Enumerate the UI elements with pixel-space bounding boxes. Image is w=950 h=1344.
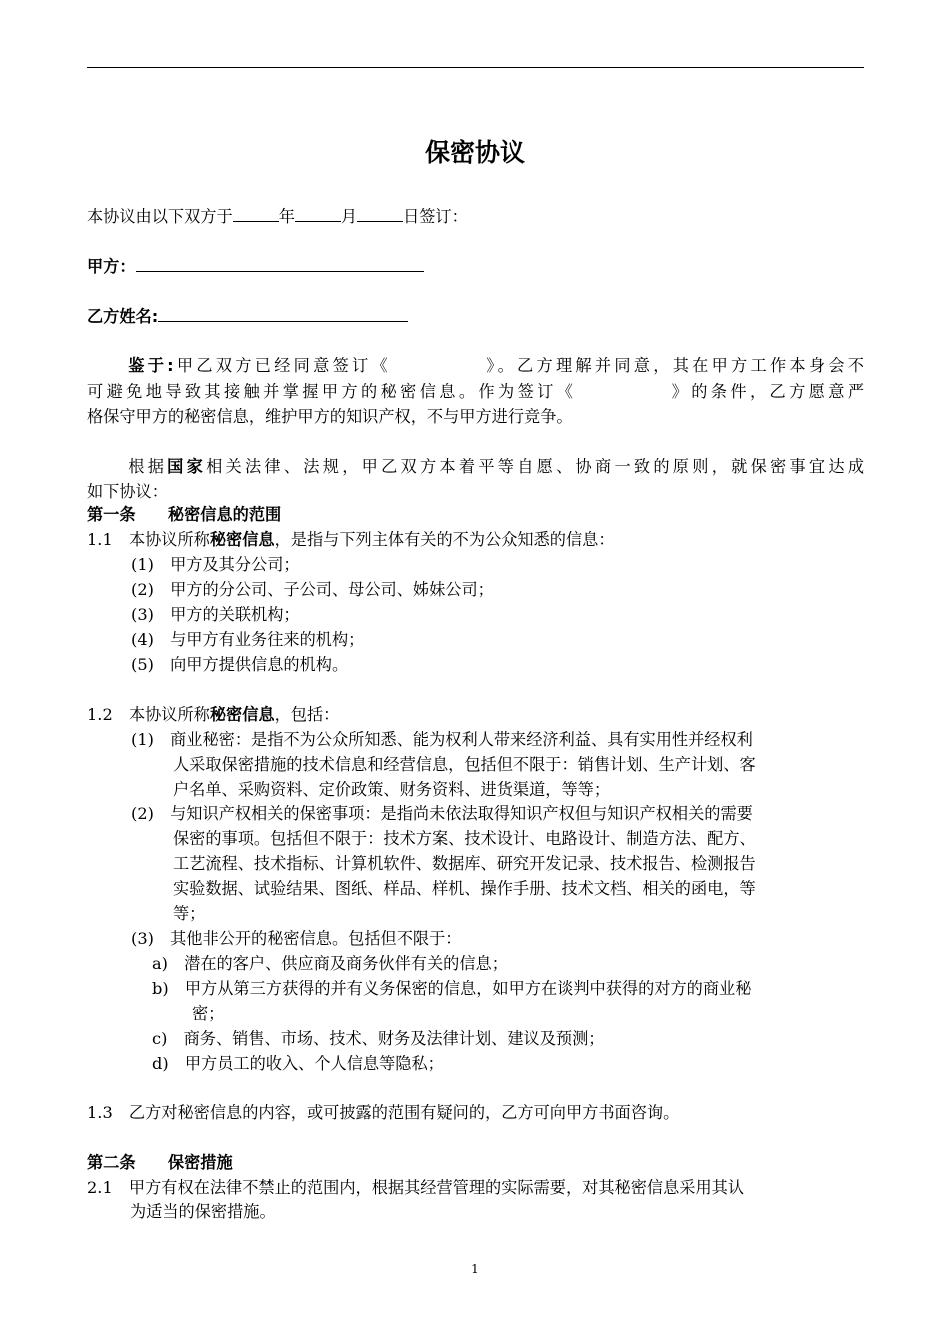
list-item: (4) 与甲方有业务往来的机构； [131,630,365,649]
section-2-1-cont: 为适当的保密措施。 [130,1202,276,1221]
list-item: 密； [192,1004,225,1023]
list-item: 实验数据、试验结果、图纸、样品、样机、操作手册、技术文档、相关的函电，等 [173,879,756,898]
document-title: 保密协议 [424,138,525,167]
list-item: (1) 商业秘密：是指不为公众所知悉、能为权利人带来经济利益、具有实用性并经权利 [131,730,753,749]
list-item: (3) 其他非公开的秘密信息。包括但不限于： [131,929,462,948]
list-item: a) 潜在的客户、供应商及商务伙伴有关的信息； [152,954,508,973]
section-1-3: 1.3 乙方对秘密信息的内容，或可披露的范围有疑问的，乙方可向甲方书面咨询。 [87,1103,680,1122]
list-item: 保密的事项。包括但不限于：技术方案、技术设计、电路设计、制造方法、配方、 [173,829,756,848]
list-item: 人采取保密措施的技术信息和经营信息，包括但不限于：销售计划、生产计划、客 [173,755,756,774]
basis-line-1: 根据国家相关法律、法规，甲乙双方本着平等自愿、协商一致的原则，就保密事宜达成 [125,457,865,476]
page-number: 1 [471,1262,479,1276]
list-item: c) 商务、销售、市场、技术、财务及法律计划、建议及预测； [152,1029,605,1048]
signing-date-line: 本协议由以下双方于 年 月 日签订： [87,207,468,226]
list-item: (5) 向甲方提供信息的机构。 [131,655,349,674]
section-1-2: 1.2 本协议所称秘密信息，包括： [87,705,340,724]
whereas-line-1: 鉴于:甲乙双方已经同意签订《 》。乙方理解并同意，其在甲方工作本身会不 [125,356,864,375]
list-item: (2) 与知识产权相关的保密事项：是指尚未依法取得知识产权但与知识产权相关的需要 [131,804,753,823]
list-item: 户名单、采购资料、定价政策、财务资料、进货渠道，等等； [173,780,611,799]
list-item: 等； [173,904,206,923]
article-2-heading: 第二条 保密措施 [87,1153,233,1172]
whereas-line-2: 可避免地导致其接触并掌握甲方的秘密信息。作为签订《 》的条件，乙方愿意严 [87,382,865,401]
list-item: 工艺流程、技术指标、计算机软件、数据库、研究开发记录、技术报告、检测报告 [173,854,756,873]
section-2-1: 2.1 甲方有权在法律不禁止的范围内，根据其经营管理的实际需要，对其秘密信息采用其认 [87,1178,745,1197]
list-item: (3) 甲方的关联机构； [131,605,300,624]
party-a-line: 甲方： [87,253,424,277]
header-rule [87,67,864,68]
list-item: (2) 甲方的分公司、子公司、母公司、姊妹公司； [131,580,494,599]
basis-line-2: 如下协议： [87,482,168,501]
list-item: b) 甲方从第三方获得的并有义务保密的信息，如甲方在谈判中获得的对方的商业秘 [152,979,752,998]
article-1-heading: 第一条 秘密信息的范围 [87,505,282,524]
party-b-line: 乙方姓名: [87,303,408,327]
whereas-line-3: 格保守甲方的秘密信息，维护甲方的知识产权，不与甲方进行竞争。 [87,407,573,426]
list-item: (1) 甲方及其分公司； [131,555,300,574]
list-item: d) 甲方员工的收入、个人信息等隐私； [152,1054,444,1073]
section-1-1: 1.1 本协议所称秘密信息，是指与下列主体有关的不为公众知悉的信息： [87,530,615,549]
